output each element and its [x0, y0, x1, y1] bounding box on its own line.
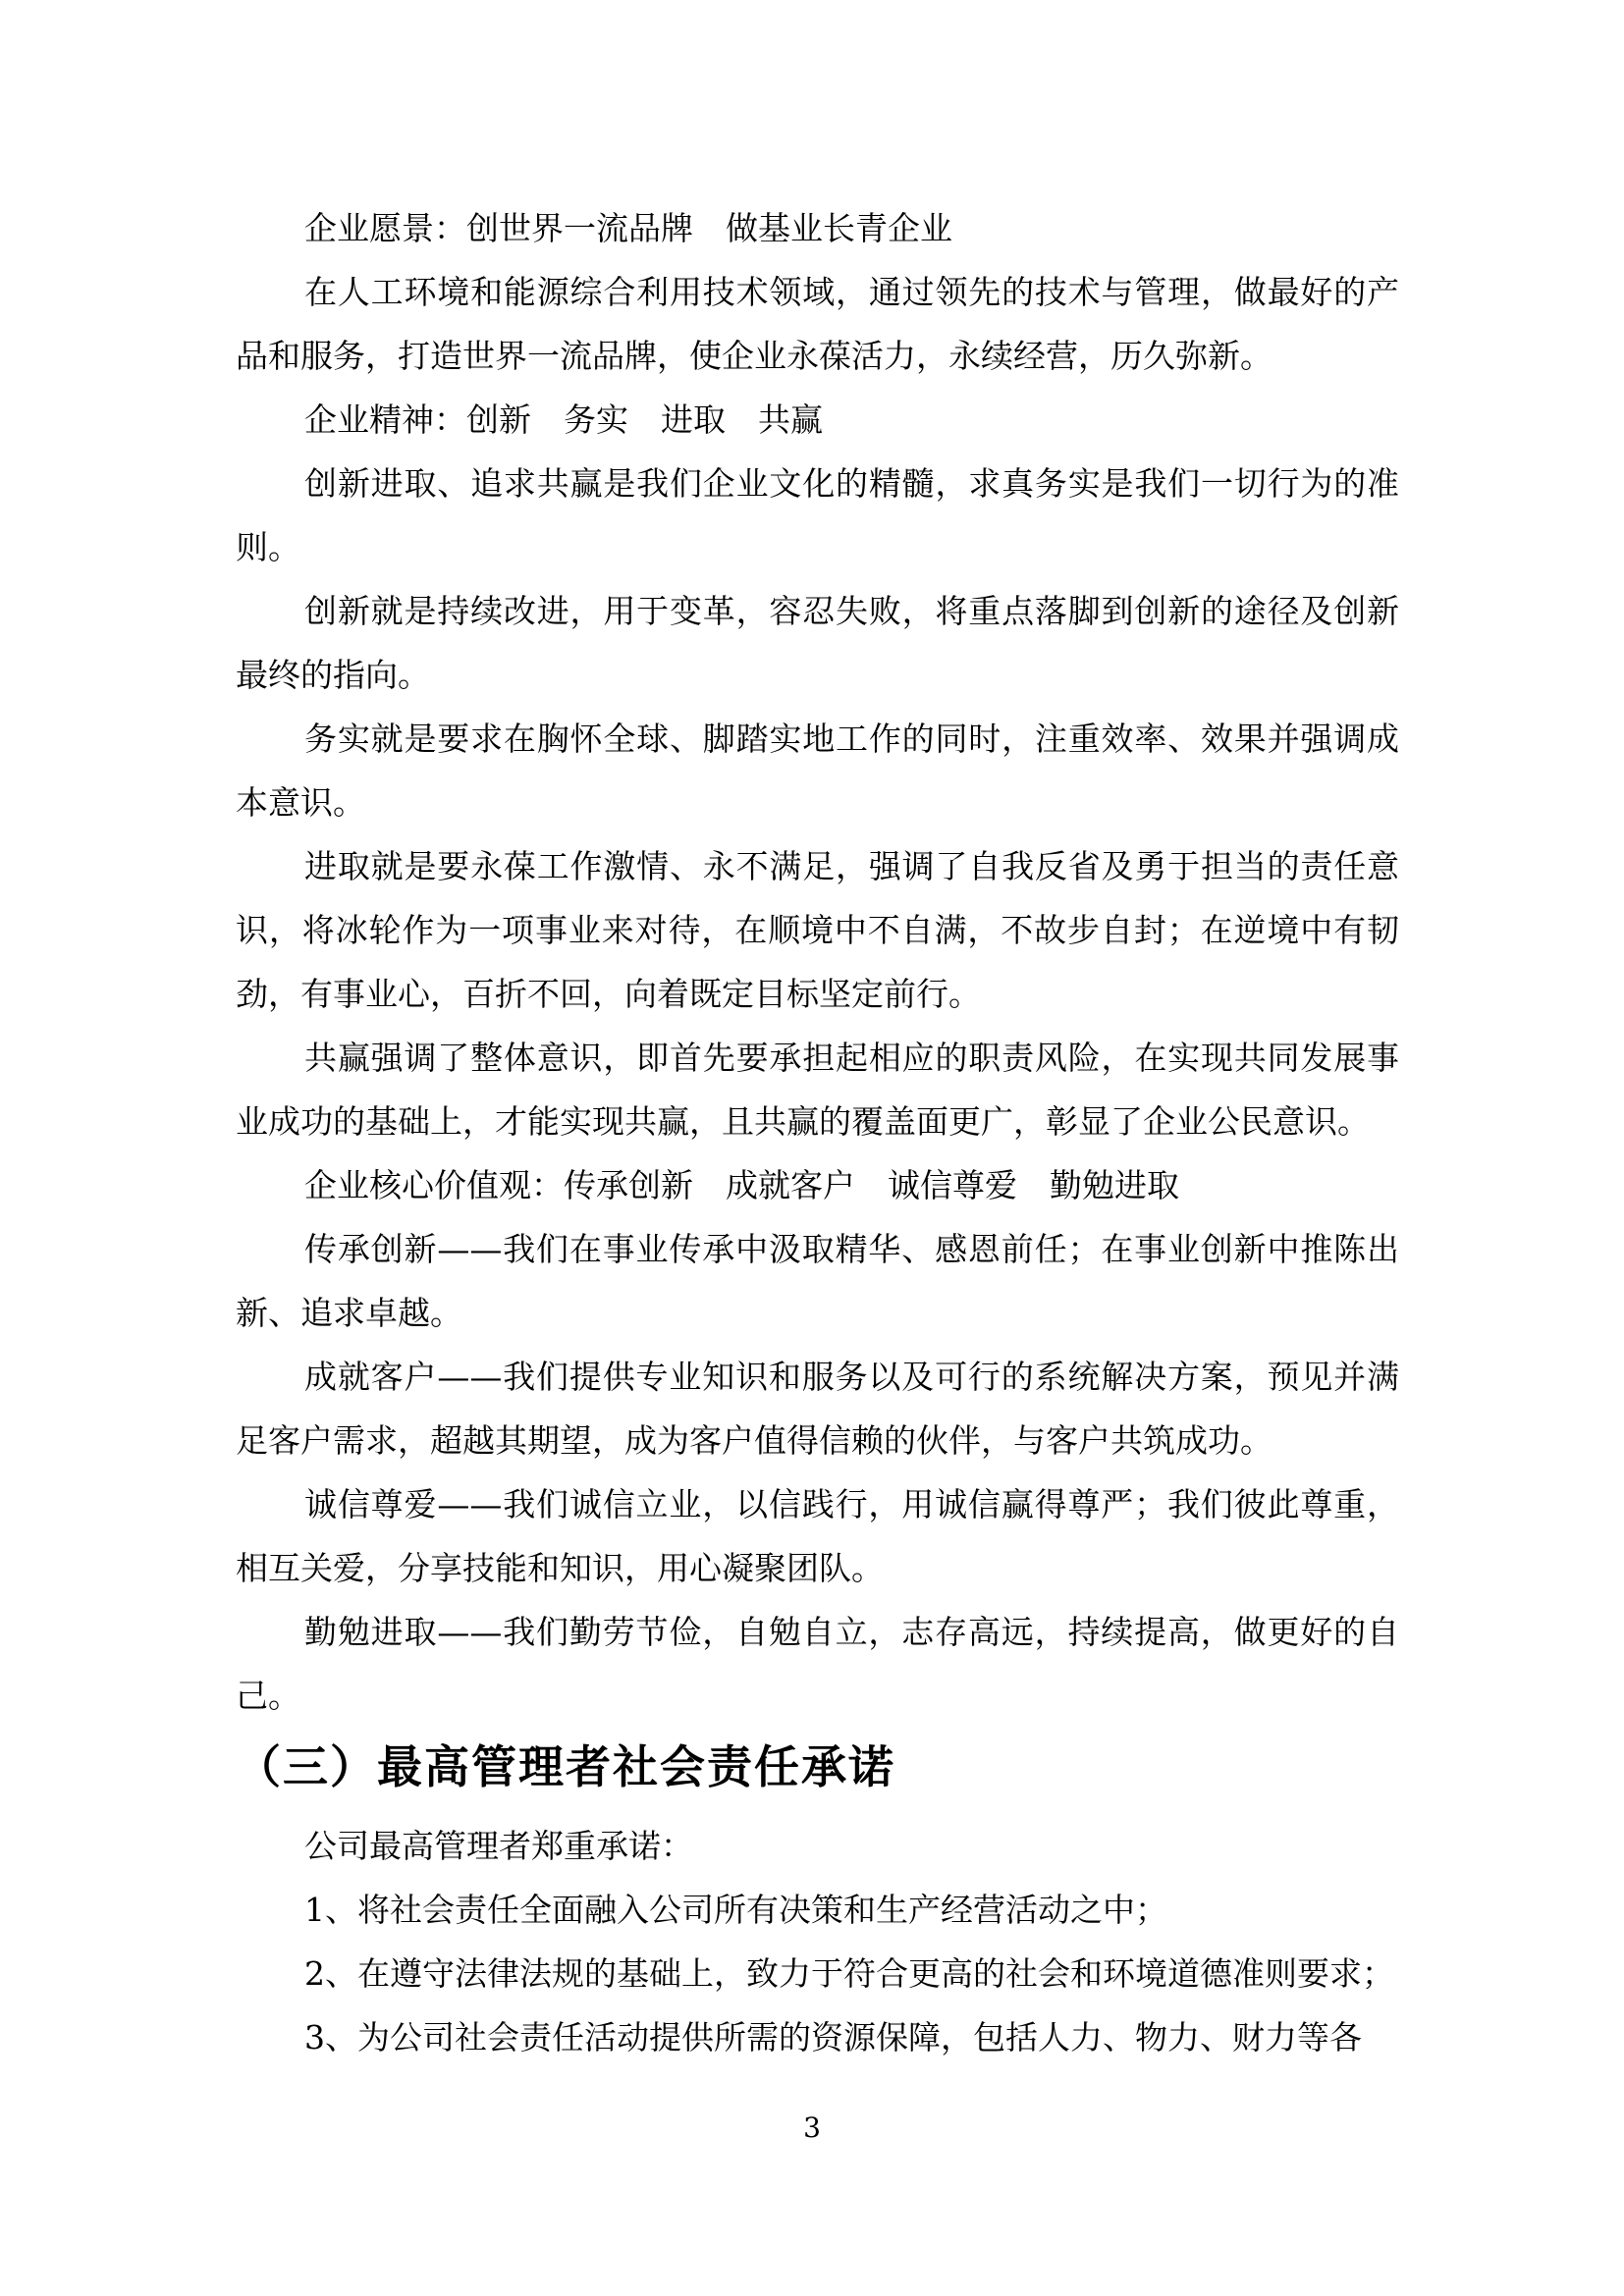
commitment-paragraph: 公司最高管理者郑重承诺： — [304, 1827, 693, 1865]
paragraph: 企业愿景：创世界一流品牌 做基业长青企业 — [304, 209, 952, 247]
page-number: 3 — [803, 2111, 821, 2144]
commitment-paragraph: 2、在遵守法律法规的基础上，致力于符合更高的社会和环境道德准则要求； — [304, 1954, 1394, 1993]
paragraph: 进取就是要永葆工作激情、永不满足，强调了自我反省及勇于担当的责任意识，将冰轮作为一项事业来对待，在顺境中不自满，不故步自封；在逆境中有韧劲，有事业心，百折不回，向着既定目标坚定前行。 — [236, 847, 1399, 1013]
section-heading: （三）最高管理者社会责任承诺 — [236, 1740, 895, 1793]
paragraph: 勤勉进取——我们勤劳节俭，自勉自立，志存高远，持续提高，做更好的自己。 — [236, 1613, 1399, 1715]
paragraph: 诚信尊爱——我们诚信立业，以信践行，用诚信赢得尊严；我们彼此尊重，相互关爱，分享技能和知识，用心凝聚团队。 — [236, 1485, 1399, 1587]
paragraph: 创新就是持续改进，用于变革，容忍失败，将重点落脚到创新的途径及创新最终的指向。 — [236, 592, 1399, 694]
paragraph: 创新进取、追求共赢是我们企业文化的精髓，求真务实是我们一切行为的准则。 — [236, 464, 1399, 566]
paragraph: 成就客户——我们提供专业知识和服务以及可行的系统解决方案，预见并满足客户需求，超越其期望，成为客户值得信赖的伙伴，与客户共筑成功。 — [236, 1358, 1399, 1460]
commitment-paragraph: 1、将社会责任全面融入公司所有决策和生产经营活动之中； — [304, 1891, 1167, 1929]
paragraph: 传承创新——我们在事业传承中汲取精华、感恩前任；在事业创新中推陈出新、追求卓越。 — [236, 1230, 1399, 1332]
paragraph: 企业精神：创新 务实 进取 共赢 — [304, 400, 823, 439]
paragraph: 务实就是要求在胸怀全球、脚踏实地工作的同时，注重效率、效果并强调成本意识。 — [236, 720, 1399, 822]
page-content — [236, 196, 1399, 2069]
paragraph: 企业核心价值观：传承创新 成就客户 诚信尊爱 勤勉进取 — [304, 1166, 1179, 1204]
paragraph: 共赢强调了整体意识，即首先要承担起相应的职责风险，在实现共同发展事业成功的基础上，才能实现共赢，且共赢的覆盖面更广，彰显了企业公民意识。 — [236, 1039, 1399, 1141]
commitment-paragraph: 3、为公司社会责任活动提供所需的资源保障，包括人力、物力、财力等各 — [304, 2018, 1362, 2056]
paragraph: 在人工环境和能源综合利用技术领域，通过领先的技术与管理，做最好的产品和服务，打造世界一流品牌，使企业永葆活力，永续经营，历久弥新。 — [236, 273, 1399, 375]
